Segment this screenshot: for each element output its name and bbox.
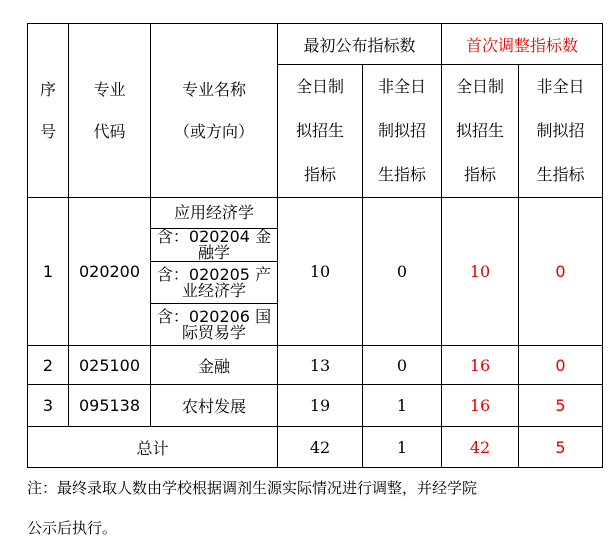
quota-table: [27, 23, 603, 468]
row2-init-full: 13: [278, 346, 363, 385]
header-name-line2: （或方向）: [173, 121, 254, 141]
row1-name-sub3: 含：020206 国际贸易学: [151, 304, 278, 346]
header-fulltime-line1: 全日制: [456, 77, 505, 96]
header-seq-line2: 号: [39, 121, 56, 141]
total-init-full: 42: [278, 427, 363, 468]
row2-adj-part: 0: [519, 346, 603, 385]
row3-name: 农村发展: [151, 385, 278, 427]
header-fulltime-line1: 全日制: [295, 77, 344, 96]
header-name-line1: 专业名称: [181, 79, 246, 99]
row1-init-part: 0: [363, 198, 442, 346]
header-init-parttime: [363, 65, 442, 198]
row1-name-main: 应用经济学: [151, 198, 278, 229]
header-fulltime-line3: 指标: [464, 165, 497, 184]
header-adjusted-group: 首次调整指标数: [442, 24, 603, 65]
total-row: [28, 427, 603, 468]
row1-name-sub1: 含：020204 金融学: [151, 229, 278, 262]
header-fulltime-line3: 指标: [303, 165, 336, 184]
row1-init-full: 10: [278, 198, 363, 346]
row1-code: 020200: [69, 198, 151, 346]
header-parttime-line1: 非全日: [378, 77, 427, 96]
row2-seq: 2: [28, 346, 69, 385]
header-init-fulltime: [278, 65, 363, 198]
header-adj-fulltime: [442, 65, 519, 198]
total-adj-full: 42: [442, 427, 519, 468]
row1-adj-part: 0: [519, 198, 603, 346]
footnote-line1: 注：最终录取人数由学校根据调剂生源实际情况进行调整，并经学院: [27, 479, 478, 497]
footnote-line2: 公示后执行。: [27, 519, 118, 537]
row3-init-full: 19: [278, 385, 363, 427]
total-label: 总计: [28, 427, 278, 468]
row1-seq: 1: [28, 198, 69, 346]
row3-init-part: 1: [363, 385, 442, 427]
row3-adj-part: 5: [519, 385, 603, 427]
row2-adj-full: 16: [442, 346, 519, 385]
row3-seq: 3: [28, 385, 69, 427]
header-parttime-line3: 生指标: [536, 165, 585, 184]
total-adj-part: 5: [519, 427, 603, 468]
header-row-1: [28, 24, 603, 65]
row2-name: 金融: [151, 346, 278, 385]
header-parttime-line3: 生指标: [378, 165, 427, 184]
header-parttime-line2: 制拟招: [378, 121, 427, 140]
header-seq: [28, 24, 69, 198]
total-init-part: 1: [363, 427, 442, 468]
row3-code: 095138: [69, 385, 151, 427]
row2-code: 025100: [69, 346, 151, 385]
row1-name-sub2: 含：020205 产业经济学: [151, 262, 278, 304]
table-row: [28, 385, 603, 427]
header-seq-line1: 序: [39, 79, 56, 99]
header-code-line1: 专业: [93, 79, 126, 99]
header-code-line2: 代码: [93, 121, 126, 141]
header-parttime-line2: 制拟招: [536, 121, 585, 140]
header-fulltime-line2: 拟招生: [295, 121, 344, 140]
header-name: [151, 24, 278, 198]
header-initial-group: 最初公布指标数: [278, 24, 442, 65]
header-parttime-line1: 非全日: [536, 77, 585, 96]
header-code: [69, 24, 151, 198]
table-row: [28, 198, 603, 229]
header-adj-parttime: [519, 65, 603, 198]
row3-adj-full: 16: [442, 385, 519, 427]
header-fulltime-line2: 拟招生: [456, 121, 505, 140]
row2-init-part: 0: [363, 346, 442, 385]
row1-adj-full: 10: [442, 198, 519, 346]
table-row: [28, 346, 603, 385]
